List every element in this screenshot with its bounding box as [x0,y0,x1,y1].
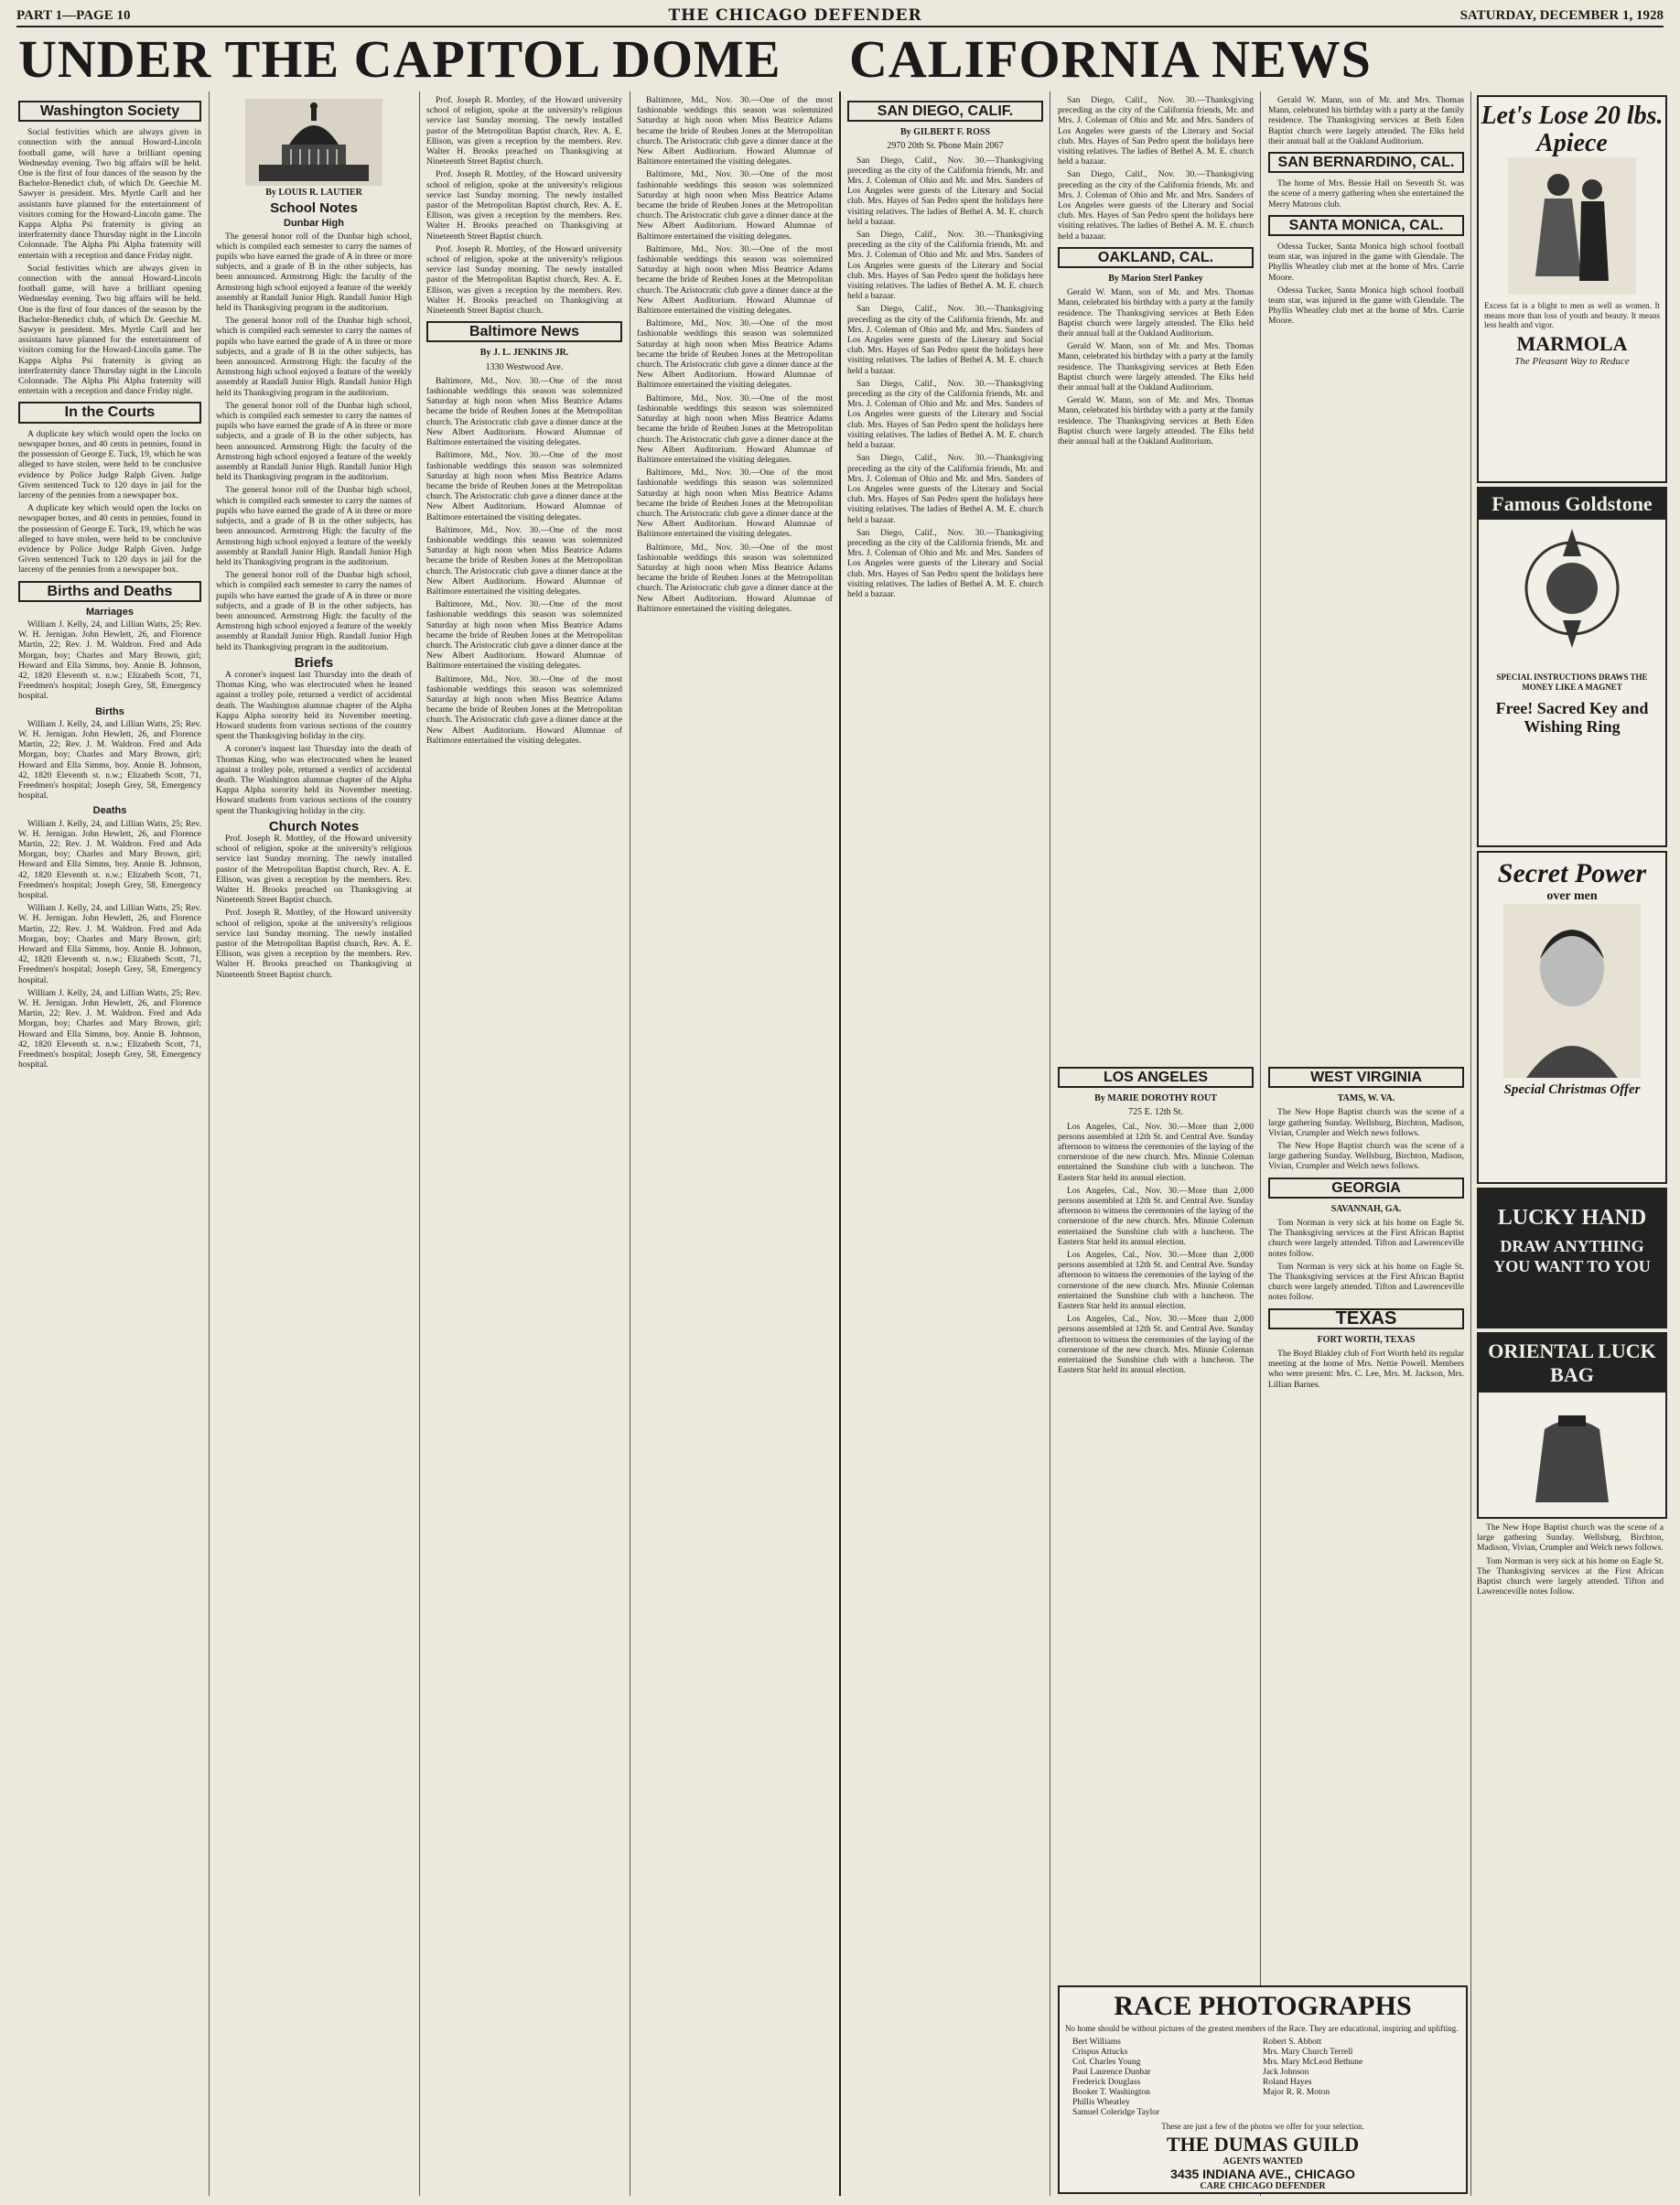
photo-name: Booker T. Washington [1072,2087,1150,2097]
dancing-couple-illustration [1508,157,1636,295]
column-4 [637,95,833,2190]
washington-society-text: Social festivities which are always given in connection with the annual Howard-Lincoln football game, will have a brilliant opening Wednesday evening. Two big affairs will be held. One is the first of four dances of the season by the Bachelor-Benedict club, of which Dr. Geechie M. Sawyer is president. Mrs. Myrtle Carll and her assistants have planned for the entertainment of visitors coming for the Howard-Lincoln game. The Kappa Alpha Psi fraternity is giving an interfraternity dance Thursday night in the Lincoln Colonnade. The Alpha Phi Alpha fraternity will entertain with a reception and dance Friday night. [18,263,201,397]
issue-date: SATURDAY, DECEMBER 1, 1928 [1459,7,1664,23]
texas-text: The Boyd Blakley club of Fort Worth held its regular meeting at the home of Mrs. Nettie Powell. Members who were present: Mrs. C. Lee, Mrs. M. Jackson, Mrs. Lillian Barnes. [1268,1349,1464,1390]
baltimore-byline: By J. L. JENKINS JR. [479,348,569,359]
in-the-courts-heading: In the Courts [18,402,201,423]
secret-power-subheadline: over men [1546,889,1598,903]
los-angeles-address: 725 E. 12th St. [1128,1107,1183,1118]
births-deaths-text: William J. Kelly, 24, and Lillian Watts, 25; Rev. W. H. Jernigan. John Hewlett, 26, and Florence Martin, 22; Rev. J. M. Waldron. Fred and Ada Morgan, boy; Charles and Mary Brown, girl; Howard and Ella Simms, boy. Annie B. Johnson, 42, 1820 Eleventh st. n.w.; Elizabeth Scott, 71, Freedmen's hospital; Joseph Grey, 58, Emergency hospital. [18,618,201,702]
marmola-headline: Let's Lose 20 lbs. Apiece [1481,102,1664,157]
baltimore-news-heading: Baltimore News [426,321,622,342]
luck-bag-illustration [1517,1393,1627,1511]
goldstone-ad [1477,487,1667,847]
race-photographs-names [1060,2036,1466,2120]
los-angeles-text: Los Angeles, Cal., Nov. 30.—More than 2,000 persons assembled at 12th St. and Central Ave. Sunday afternoon to witness the ceremonies of the laying of the cornerstone of the new church. Mrs. Minnie Coleman entertained the Sunshine club with a luncheon. The Eastern Star held its annual election. [1058,1121,1254,1183]
race-photographs-headline: RACE PHOTOGRAPHS [1114,1991,1412,2021]
briefs-heading: Briefs [294,654,334,671]
photo-name: Paul Laurence Dunbar [1072,2067,1151,2077]
marmola-tagline: The Pleasant Way to Reduce [1514,355,1630,367]
oakland-heading: OAKLAND, CAL. [1058,247,1254,268]
marmola-ad [1477,95,1667,483]
column-1 [18,95,201,2190]
baltimore-news-text: Baltimore, Md., Nov. 30.—One of the most fashionable weddings this season was solemnized Saturday at high noon when Miss Beatrice Adams became the bride of Reuben Jones at the Metropolitan church. The Aristocratic club gave a dinner dance at the New Albert Auditorium. Howard Alumnae of Baltimore entertained the visiting delegates. [637,393,833,465]
baltimore-news-text: Baltimore, Md., Nov. 30.—One of the most fashionable weddings this season was solemnized Saturday at high noon when Miss Beatrice Adams became the bride of Reuben Jones at the Metropolitan church. The Aristocratic club gave a dinner dance at the New Albert Auditorium. Howard Alumnae of Baltimore entertained the visiting delegates. [637,542,833,614]
san-diego-text: San Diego, Calif., Nov. 30.—Thanksgiving preceding as the city of the California friends, Mr. and Mrs. J. Coleman of Ohio and Mr. and Mrs. Sanders of Los Angeles were guests of the Literary and Social club. Mrs. Hayes of San Pedro spent the holidays here visiting relatives. The ladies of Bethel A. M. E. church held a bazaar. [847,155,1043,227]
san-bernardino-text: The home of Mrs. Bessie Hall on Seventh St. was the scene of a merry gathering when she entertained the Merry Matrons club. [1268,178,1464,210]
column-rule [1260,91,1261,2196]
photo-name: Col. Charles Young [1072,2057,1141,2067]
san-bernardino-heading: SAN BERNARDINO, CAL. [1268,152,1464,173]
goldstone-headline: Famous Goldstone [1479,489,1665,520]
capitol-byline: By LOUIS R. LAUTIER [265,188,362,198]
santa-monica-text: Odessa Tucker, Santa Monica high school football team star, was injured in the game with Glendale. The Phyllis Wheatley club met at the home of Mrs. Carrie Moore. [1268,242,1464,283]
texas-heading: TEXAS [1268,1308,1464,1329]
school-notes-text: The general honor roll of the Dunbar high school, which is compiled each semester to carry the names of pupils who have earned the grade of A in three or more subjects, and a grade of B in the other subjects, has been announced. Armstrong High: the faculty of the Armstrong high school enjoyed a feature of the weekly assembly at Randall Junior High. Randall Junior High held its Thanksgiving program in the auditorium. [216,231,412,314]
race-photographs-text: No home should be without pictures of the greatest members of the Race. They are educational, inspiring and uplifting. [1065,2024,1459,2033]
photo-name: Crispus Attucks [1072,2047,1128,2057]
dumas-guild-address: 3435 INDIANA AVE., CHICAGO [1170,2167,1355,2181]
san-diego-text: San Diego, Calif., Nov. 30.—Thanksgiving preceding as the city of the California friends, Mr. and Mrs. J. Coleman of Ohio and Mr. and Mrs. Sanders of Los Angeles were guests of the Literary and Social club. Mrs. Hayes of San Pedro spent the holidays here visiting relatives. The ladies of Bethel A. M. E. church held a bazaar. [847,453,1043,525]
briefs-text: A coroner's inquest last Thursday into the death of Thomas King, who was electrocuted when he leaned against a trolley pole, returned a verdict of accidental death. The Washington alumnae chapter of the Alpha Kappa Alpha sorority held its November meeting. Howard students from various sections of the country spent the Thanksgiving holiday in the city. [216,669,412,742]
births-deaths-text: William J. Kelly, 24, and Lillian Watts, 25; Rev. W. H. Jernigan. John Hewlett, 26, and Florence Martin, 22; Rev. J. M. Waldron. Fred and Ada Morgan, boy; Charles and Mary Brown, girl; Howard and Ella Simms, boy. Annie B. Johnson, 42, 1820 Eleventh st. n.w.; Elizabeth Scott, 71, Freedmen's hospital; Joseph Grey, 58, Emergency hospital. [18,903,201,985]
church-notes-text: Prof. Joseph R. Mottley, of the Howard university school of religion, spoke at the university's religious service last Sunday morning. The newly installed pastor of the Metropolitan Baptist church, Rev. A. E. Ellison, was given a reception by the members. Rev. Walter H. Brooks preached on Thanksgiving at Nineteenth Street Baptist church. [426,169,622,242]
san-diego-byline: By GILBERT F. ROSS [899,127,991,138]
lucky-hand-ad [1477,1188,1667,1328]
baltimore-news-text: Baltimore, Md., Nov. 30.—One of the most fashionable weddings this season was solemnized Saturday at high noon when Miss Beatrice Adams became the bride of Reuben Jones at the Metropolitan church. The Aristocratic club gave a dinner dance at the New Albert Auditorium. Howard Alumnae of Baltimore entertained the visiting delegates. [637,169,833,242]
san-diego-heading: SAN DIEGO, CALIF. [847,101,1043,122]
column-rule [419,91,420,2196]
baltimore-news-text: Baltimore, Md., Nov. 30.—One of the most fashionable weddings this season was solemnized Saturday at high noon when Miss Beatrice Adams became the bride of Reuben Jones at the Metropolitan church. The Aristocratic club gave a dinner dance at the New Albert Auditorium. Howard Alumnae of Baltimore entertained the visiting delegates. [426,375,622,448]
column-5 [847,95,1043,2190]
santa-monica-text: Odessa Tucker, Santa Monica high school football team star, was injured in the game with Glendale. The Phyllis Wheatley club met at the home of Mrs. Carrie Moore. [1268,285,1464,327]
oakland-text: Gerald W. Mann, son of Mr. and Mrs. Thomas Mann, celebrated his birthday with a party at the family residence. The Thanksgiving services at Beth Eden Baptist church were largely attended. The Elks held their annual ball at the Oakland Auditorium. [1058,395,1254,447]
baltimore-news-text: Baltimore, Md., Nov. 30.—One of the most fashionable weddings this season was solemnized Saturday at high noon when Miss Beatrice Adams became the bride of Reuben Jones at the Metropolitan church. The Aristocratic club gave a dinner dance at the New Albert Auditorium. Howard Alumnae of Baltimore entertained the visiting delegates. [426,450,622,522]
photo-name: Jack Johnson [1263,2067,1309,2077]
church-notes-text: Prof. Joseph R. Mottley, of the Howard university school of religion, spoke at the university's religious service last Sunday morning. The newly installed pastor of the Metropolitan Baptist church, Rev. A. E. Ellison, was given a reception by the members. Rev. Walter H. Brooks preached on Thanksgiving at Nineteenth Street Baptist church. [426,243,622,317]
west-virginia-text: The New Hope Baptist church was the scene of a large gathering Sunday. Wellsburg, Birchton, Madison, Vivian, Crumpler and Welch news follows. [1477,1522,1664,1554]
texas-subtitle: FORT WORTH, TEXAS [1317,1334,1416,1345]
photo-name: Mrs. Mary McLeod Bethune [1263,2057,1363,2067]
baltimore-news-text: Baltimore, Md., Nov. 30.—One of the most fashionable weddings this season was solemnized Saturday at high noon when Miss Beatrice Adams became the bride of Reuben Jones at the Metropolitan church. The Aristocratic club gave a dinner dance at the New Albert Auditorium. Howard Alumnae of Baltimore entertained the visiting delegates. [637,243,833,317]
briefs-text: A coroner's inquest last Thursday into the death of Thomas King, who was electrocuted when he leaned against a trolley pole, returned a verdict of accidental death. The Washington alumnae chapter of the Alpha Kappa Alpha sorority held its November meeting. Howard students from various sections of the country spent the Thanksgiving holiday in the city. [216,744,412,816]
marmola-brand: MARMOLA [1516,331,1628,355]
column-rule [1470,91,1471,2196]
births-deaths-heading: Births and Deaths [18,581,201,602]
oakland-text: Gerald W. Mann, son of Mr. and Mrs. Thomas Mann, celebrated his birthday with a party at the family residence. The Thanksgiving services at Beth Eden Baptist church were largely attended. The Elks held their annual ball at the Oakland Auditorium. [1058,341,1254,393]
washington-society-heading: Washington Society [18,101,201,122]
photo-name: Frederick Douglass [1072,2077,1141,2087]
church-notes-text: Prof. Joseph R. Mottley, of the Howard university school of religion, spoke at the university's religious service last Sunday morning. The newly installed pastor of the Metropolitan Baptist church, Rev. A. E. Ellison, was given a reception by the members. Rev. Walter H. Brooks preached on Thanksgiving at Nineteenth Street Baptist church. [216,908,412,980]
section-divider [839,91,841,2196]
photo-name: Roland Hayes [1263,2077,1312,2087]
dumas-guild-agents: AGENTS WANTED [1222,2157,1303,2167]
births-deaths-text: William J. Kelly, 24, and Lillian Watts, 25; Rev. W. H. Jernigan. John Hewlett, 26, and Florence Martin, 22; Rev. J. M. Waldron. Fred and Ada Morgan, boy; Charles and Mary Brown, girl; Howard and Ella Simms, boy. Annie B. Johnson, 42, 1820 Eleventh st. n.w.; Elizabeth Scott, 71, Freedmen's hospital; Joseph Grey, 58, Emergency hospital. [18,987,201,1070]
school-notes-heading: School Notes [270,200,358,217]
lucky-hand-headline: LUCKY HAND [1497,1206,1647,1230]
los-angeles-text: Los Angeles, Cal., Nov. 30.—More than 2,000 persons assembled at 12th St. and Central Ave. Sunday afternoon to witness the ceremonies of the laying of the cornerstone of the new church. Mrs. Minnie Coleman entertained the Sunshine club with a luncheon. The Eastern Star held its annual election. [1058,1185,1254,1247]
san-diego-text: San Diego, Calif., Nov. 30.—Thanksgiving preceding as the city of the California friends, Mr. and Mrs. J. Coleman of Ohio and Mr. and Mrs. Sanders of Los Angeles were guests of the Literary and Social club. Mrs. Hayes of San Pedro spent the holidays here visiting relatives. The ladies of Bethel A. M. E. church held a bazaar. [847,304,1043,376]
goldstone-offer: Free! Sacred Key and Wishing Ring [1495,699,1649,736]
goldstone-ornament [1503,520,1641,666]
left-headline: UNDER THE CAPITOL DOME [18,29,781,89]
photo-name: Mrs. Mary Church Terrell [1263,2047,1353,2057]
georgia-text: Tom Norman is very sick at his home on Eagle St. The Thanksgiving services at the First African Baptist church were largely attended. Tifton and Lawrenceville notes follow. [1268,1261,1464,1303]
school-notes-text: The general honor roll of the Dunbar high school, which is compiled each semester to carry the names of pupils who have earned the grade of A in three or more subjects, and a grade of B in the other subjects, has been announced. Armstrong High: the faculty of the Armstrong high school enjoyed a feature of the weekly assembly at Randall Junior High. Randall Junior High held its Thanksgiving program in the auditorium. [216,485,412,567]
los-angeles-heading: LOS ANGELES [1058,1067,1254,1088]
photo-name: Robert S. Abbott [1263,2037,1322,2047]
school-notes-text: The general honor roll of the Dunbar high school, which is compiled each semester to carry the names of pupils who have earned the grade of A in three or more subjects, and a grade of B in the other subjects, has been announced. Armstrong High: the faculty of the Armstrong high school enjoyed a feature of the weekly assembly at Randall Junior High. Randall Junior High held its Thanksgiving program in the auditorium. [216,316,412,398]
photo-name: Samuel Coleridge Taylor [1072,2107,1160,2117]
column-6-lower [1058,1061,1254,1976]
column-2 [216,95,412,2190]
secret-power-offer: Special Christmas Offer [1503,1082,1641,1097]
church-notes-text: Prof. Joseph R. Mottley, of the Howard university school of religion, spoke at the university's religious service last Sunday morning. The newly installed pastor of the Metropolitan Baptist church, Rev. A. E. Ellison, was given a reception by the members. Rev. Walter H. Brooks preached on Thanksgiving at Nineteenth Street Baptist church. [216,833,412,906]
west-virginia-subtitle: TAMS, W. VA. [1337,1093,1395,1104]
baltimore-news-text: Baltimore, Md., Nov. 30.—One of the most fashionable weddings this season was solemnized Saturday at high noon when Miss Beatrice Adams became the bride of Reuben Jones at the Metropolitan church. The Aristocratic club gave a dinner dance at the New Albert Auditorium. Howard Alumnae of Baltimore entertained the visiting delegates. [426,673,622,746]
los-angeles-text: Los Angeles, Cal., Nov. 30.—More than 2,000 persons assembled at 12th St. and Central Ave. Sunday afternoon to witness the ceremonies of the laying of the cornerstone of the new church. Mrs. Minnie Coleman entertained the Sunshine club with a luncheon. The Eastern Star held its annual election. [1058,1250,1254,1312]
los-angeles-text: Los Angeles, Cal., Nov. 30.—More than 2,000 persons assembled at 12th St. and Central Ave. Sunday afternoon to witness the ceremonies of the laying of the cornerstone of the new church. Mrs. Minnie Coleman entertained the Sunshine club with a luncheon. The Eastern Star held its annual election. [1058,1314,1254,1376]
oriental-luck-headline: ORIENTAL LUCK BAG [1479,1334,1665,1393]
dunbar-high-subhead: Dunbar High [284,218,344,230]
column-7 [1268,95,1464,1056]
marriages-subhead: Marriages [86,606,134,618]
west-virginia-heading: WEST VIRGINIA [1268,1067,1464,1088]
baltimore-news-text: Baltimore, Md., Nov. 30.—One of the most fashionable weddings this season was solemnized Saturday at high noon when Miss Beatrice Adams became the bride of Reuben Jones at the Metropolitan church. The Aristocratic club gave a dinner dance at the New Albert Auditorium. Howard Alumnae of Baltimore entertained the visiting delegates. [637,318,833,391]
page-folio [16,5,1664,27]
births-deaths-text: William J. Kelly, 24, and Lillian Watts, 25; Rev. W. H. Jernigan. John Hewlett, 26, and Florence Martin, 22; Rev. J. M. Waldron. Fred and Ada Morgan, boy; Charles and Mary Brown, girl; Howard and Ella Simms, boy. Annie B. Johnson, 42, 1820 Eleventh st. n.w.; Elizabeth Scott, 71, Freedmen's hospital; Joseph Grey, 58, Emergency hospital. [18,818,201,901]
dumas-guild-name: THE DUMAS GUILD [1166,2133,1360,2156]
column-3 [426,95,622,2190]
dumas-guild-care: CARE CHICAGO DEFENDER [1200,2181,1326,2191]
photo-name: Phillis Wheatley [1072,2097,1130,2107]
secret-power-headline: Secret Power [1497,858,1647,888]
column-7-lower [1268,1061,1464,1976]
georgia-heading: GEORGIA [1268,1178,1464,1199]
san-diego-text: San Diego, Calif., Nov. 30.—Thanksgiving preceding as the city of the California friends, Mr. and Mrs. J. Coleman of Ohio and Mr. and Mrs. Sanders of Los Angeles were guests of the Literary and Social club. Mrs. Hayes of San Pedro spent the holidays here visiting relatives. The ladies of Bethel A. M. E. church held a bazaar. [847,378,1043,451]
baltimore-news-text: Baltimore, Md., Nov. 30.—One of the most fashionable weddings this season was solemnized Saturday at high noon when Miss Beatrice Adams became the bride of Reuben Jones at the Metropolitan church. The Aristocratic club gave a dinner dance at the New Albert Auditorium. Howard Alumnae of Baltimore entertained the visiting delegates. [426,524,622,597]
santa-monica-heading: SANTA MONICA, CAL. [1268,215,1464,236]
right-headline: CALIFORNIA NEWS [849,29,1372,89]
west-virginia-text: The New Hope Baptist church was the scene of a large gathering Sunday. Wellsburg, Birchton, Madison, Vivian, Crumpler and Welch news follows. [1268,1141,1464,1172]
capitol-dome-illustration [245,99,382,186]
georgia-text: Tom Norman is very sick at his home on Eagle St. The Thanksgiving services at the First African Baptist church were largely attended. Tifton and Lawrenceville notes follow. [1268,1218,1464,1259]
baltimore-news-text: Baltimore, Md., Nov. 30.—One of the most fashionable weddings this season was solemnized Saturday at high noon when Miss Beatrice Adams became the bride of Reuben Jones at the Metropolitan church. The Aristocratic club gave a dinner dance at the New Albert Auditorium. Howard Alumnae of Baltimore entertained the visiting delegates. [426,599,622,672]
newspaper-title: THE CHICAGO DEFENDER [668,6,922,25]
births-subhead: Births [95,705,124,717]
west-virginia-text: The New Hope Baptist church was the scene of a large gathering Sunday. Wellsburg, Birchton, Madison, Vivian, Crumpler and Welch news follows. [1268,1107,1464,1138]
san-diego-text: San Diego, Calif., Nov. 30.—Thanksgiving preceding as the city of the California friends, Mr. and Mrs. J. Coleman of Ohio and Mr. and Mrs. Sanders of Los Angeles were guests of the Literary and Social club. Mrs. Hayes of San Pedro spent the holidays here visiting relatives. The ladies of Bethel A. M. E. church held a bazaar. [847,527,1043,599]
san-diego-address: 2970 20th St. Phone Main 2067 [887,141,1004,152]
los-angeles-byline: By MARIE DOROTHY ROUT [1094,1093,1217,1104]
goldstone-text: SPECIAL INSTRUCTIONS DRAWS THE MONEY LIKE A MAGNET [1496,672,1648,692]
baltimore-news-text: Baltimore, Md., Nov. 30.—One of the most fashionable weddings this season was solemnized Saturday at high noon when Miss Beatrice Adams became the bride of Reuben Jones at the Metropolitan church. The Aristocratic club gave a dinner dance at the New Albert Auditorium. Howard Alumnae of Baltimore entertained the visiting delegates. [637,95,833,167]
oakland-byline: By Marion Sterl Pankey [1108,274,1203,285]
church-notes-text: Prof. Joseph R. Mottley, of the Howard university school of religion, spoke at the university's religious service last Sunday morning. The newly installed pastor of the Metropolitan Baptist church, Rev. A. E. Ellison, was given a reception by the members. Rev. Walter H. Brooks preached on Thanksgiving at Nineteenth Street Baptist church. [426,95,622,167]
oriental-luck-ad [1477,1332,1667,1519]
church-notes-heading: Church Notes [268,818,360,834]
baltimore-news-text: Baltimore, Md., Nov. 30.—One of the most fashionable weddings this season was solemnized Saturday at high noon when Miss Beatrice Adams became the bride of Reuben Jones at the Metropolitan church. The Aristocratic club gave a dinner dance at the New Albert Auditorium. Howard Alumnae of Baltimore entertained the visiting delegates. [637,468,833,540]
secret-power-ad [1477,851,1667,1184]
column-6 [1058,95,1254,1056]
baltimore-address: 1330 Westwood Ave. [485,361,564,372]
san-diego-text: San Diego, Calif., Nov. 30.—Thanksgiving preceding as the city of the California friends, Mr. and Mrs. J. Coleman of Ohio and Mr. and Mrs. Sanders of Los Angeles were guests of the Literary and Social club. Mrs. Hayes of San Pedro spent the holidays here visiting relatives. The ladies of Bethel A. M. E. church held a bazaar. [1058,169,1254,242]
race-photographs-footer: These are just a few of the photos we offer for your selection. [1161,2121,1364,2131]
photo-name: Bert Williams [1072,2037,1122,2047]
oakland-text: Gerald W. Mann, son of Mr. and Mrs. Thomas Mann, celebrated his birthday with a party at the family residence. The Thanksgiving services at Beth Eden Baptist church were largely attended. The Elks held their annual ball at the Oakland Auditorium. [1058,287,1254,339]
births-deaths-text: William J. Kelly, 24, and Lillian Watts, 25; Rev. W. H. Jernigan. John Hewlett, 26, and Florence Martin, 22; Rev. J. M. Waldron. Fred and Ada Morgan, boy; Charles and Mary Brown, girl; Howard and Ella Simms, boy. Annie B. Johnson, 42, 1820 Eleventh st. n.w.; Elizabeth Scott, 71, Freedmen's hospital; Joseph Grey, 58, Emergency hospital. [18,718,201,801]
georgia-text: Tom Norman is very sick at his home on Eagle St. The Thanksgiving services at the First African Baptist church were largely attended. Tifton and Lawrenceville notes follow. [1477,1555,1664,1597]
oakland-text: Gerald W. Mann, son of Mr. and Mrs. Thomas Mann, celebrated his birthday with a party at the family residence. The Thanksgiving services at Beth Eden Baptist church were largely attended. The Elks held their annual ball at the Oakland Auditorium. [1268,95,1464,146]
column-rule [209,91,210,2196]
school-notes-text: The general honor roll of the Dunbar high school, which is compiled each semester to carry the names of pupils who have earned the grade of A in three or more subjects, and a grade of B in the other subjects, has been announced. Armstrong High: the faculty of the Armstrong high school enjoyed a feature of the weekly assembly at Randall Junior High. Randall Junior High held its Thanksgiving program in the auditorium. [216,400,412,483]
school-notes-text: The general honor roll of the Dunbar high school, which is compiled each semester to carry the names of pupils who have earned the grade of A in three or more subjects, and a grade of B in the other subjects, has been announced. Armstrong High: the faculty of the Armstrong high school enjoyed a feature of the weekly assembly at Randall Junior High. Randall Junior High held its Thanksgiving program in the auditorium. [216,570,412,652]
in-the-courts-text: A duplicate key which would open the locks on newspaper boxes, and 40 cents in pennies, found in the possession of George E. Tuck, 19, which he was alleged to have stolen, were held to be conclusive evidence by Police Judge Ralph Given. Judge Given sentenced Tuck to 120 days in jail for the larceny of the pennies from a newspaper box. [18,428,201,500]
san-diego-text: San Diego, Calif., Nov. 30.—Thanksgiving preceding as the city of the California friends, Mr. and Mrs. J. Coleman of Ohio and Mr. and Mrs. Sanders of Los Angeles were guests of the Literary and Social club. Mrs. Hayes of San Pedro spent the holidays here visiting relatives. The ladies of Bethel A. M. E. church held a bazaar. [1058,95,1254,167]
georgia-subtitle: SAVANNAH, GA. [1330,1203,1402,1214]
washington-society-text: Social festivities which are always given in connection with the annual Howard-Lincoln football game, will have a brilliant opening Wednesday evening. Two big affairs will be held. One is the first of four dances of the season by the Bachelor-Benedict club, of which Dr. Geechie M. Sawyer is president. Mrs. Myrtle Carll and her assistants have planned for the entertainment of visitors coming for the Howard-Lincoln game. The Kappa Alpha Psi fraternity is giving an interfraternity dance Thursday night in the Lincoln Colonnade. The Alpha Phi Alpha fraternity will entertain with a reception and dance Friday night. [18,127,201,261]
photo-name: Major R. R. Moton [1263,2087,1330,2097]
page-number: PART 1—PAGE 10 [16,7,131,23]
san-diego-text: San Diego, Calif., Nov. 30.—Thanksgiving preceding as the city of the California friends, Mr. and Mrs. J. Coleman of Ohio and Mr. and Mrs. Sanders of Los Angeles were guests of the Literary and Social club. Mrs. Hayes of San Pedro spent the holidays here visiting relatives. The ladies of Bethel A. M. E. church held a bazaar. [847,230,1043,302]
lucky-hand-subheadline: DRAW ANYTHING YOU WANT TO YOU [1493,1237,1651,1275]
deaths-subhead: Deaths [92,805,127,817]
woman-portrait-illustration [1503,904,1641,1078]
column-8-lower [1477,1522,1664,2190]
in-the-courts-text: A duplicate key which would open the locks on newspaper boxes, and 40 cents in pennies, found in the possession of George E. Tuck, 19, which he was alleged to have stolen, were held to be conclusive evidence by Police Judge Ralph Given. Judge Given sentenced Tuck to 120 days in jail for the larceny of the pennies from a newspaper box. [18,503,201,575]
race-photographs-ad [1058,1985,1468,2194]
marmola-text: Excess fat is a blight to men as well as women. It means more than loss of youth and beauty. It means less health and vigor. [1484,301,1660,329]
